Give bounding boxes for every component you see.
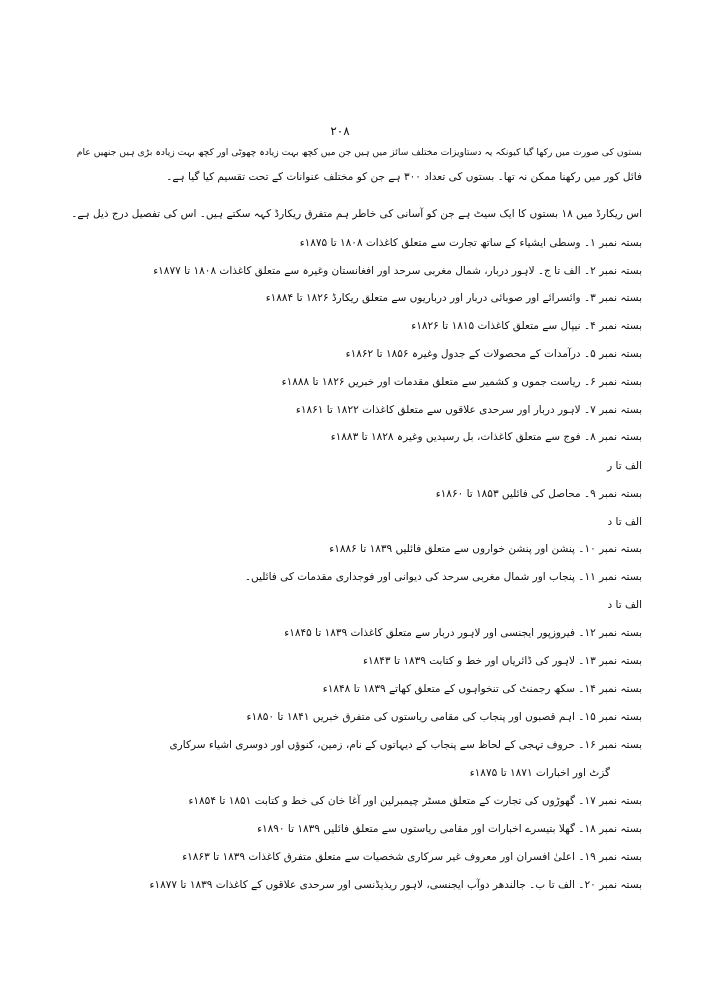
entry-19: بستہ نمبر ۱۹۔ اعلیٰ افسران اور معروف غیر سرکاری شخصیات سے متعلق متفرق کاغذات ۱۸۳۹ تا ۱۸۶۳ء: [182, 851, 642, 863]
entry-14: بستہ نمبر ۱۴۔ سکھ رجمنٹ کی تنخواہوں کے متعلق کھاتے ۱۸۳۹ تا ۱۸۴۸ء: [322, 683, 642, 695]
entry-5: بستہ نمبر ۵۔ درآمدات کے محصولات کے جدول وغیرہ ۱۸۵۶ تا ۱۸۶۲ء: [345, 348, 642, 360]
entry-16-continued: گزٹ اور اخبارات ۱۸۷۱ تا ۱۸۷۵ء: [469, 767, 610, 779]
intro-line-2: فائل کور میں رکھنا ممکن نہ تھا۔ بستوں کی تعداد ۳۰۰ ہے جن کو مختلف عنوانات کے تحت تقسیم کیا گیا ہے۔: [166, 171, 642, 183]
entry-9: بستہ نمبر ۹۔ محاصل کی فائلیں ۱۸۵۳ تا ۱۸۶۰ء: [435, 488, 642, 500]
entry-11: بستہ نمبر ۱۱۔ پنجاب اور شمال مغربی سرحد کی دیوانی اور فوجداری مقدمات کی فائلیں۔: [244, 571, 642, 583]
entry-12: بستہ نمبر ۱۲۔ فیروزپور ایجنسی اور لاہور دربار سے متعلق کاغذات ۱۸۳۹ تا ۱۸۴۵ء: [284, 627, 642, 639]
entry-4: بستہ نمبر ۴۔ نیپال سے متعلق کاغذات ۱۸۱۵ تا ۱۸۲۶ء: [411, 320, 642, 332]
entry-8: بستہ نمبر ۸۔ فوج سے متعلق کاغذات، بل رسیدیں وغیرہ ۱۸۲۸ تا ۱۸۸۳ء: [330, 431, 642, 443]
entry-18: بستہ نمبر ۱۸۔ گھلا بتیسرے اخبارات اور مقامی ریاستوں سے متعلق فائلیں ۱۸۳۹ تا ۱۸۹۰ء: [257, 823, 642, 835]
entry-13: بستہ نمبر ۱۳۔ لاہور کی ڈائریاں اور خط و کتابت ۱۸۳۹ تا ۱۸۴۳ء: [363, 655, 642, 667]
entry-20: بستہ نمبر ۲۰۔ الف تا ب۔ جالندھر دوآب ایجنسی، لاہور ریذیڈنسی اور سرحدی علاقوں کے کاغذات ۱۸۳۹ تا ۱۸۷۷ء: [149, 879, 642, 891]
entry-16: بستہ نمبر ۱۶۔ حروف تہجی کے لحاظ سے پنجاب کے دیہاتوں کے نام، زمین، کنوؤں اور دوسری اشیاء سرکاری: [169, 739, 642, 751]
entry-17: بستہ نمبر ۱۷۔ گھوڑوں کی تجارت کے متعلق مسٹر چیمبرلین اور آغا خان کی خط و کتابت ۱۸۵۱ تا ۱۸۵۴ء: [188, 795, 642, 807]
entry-6: بستہ نمبر ۶۔ ریاست جموں و کشمیر سے متعلق مقدمات اور خبریں ۱۸۲۶ تا ۱۸۸۸ء: [281, 376, 642, 388]
section-heading-3: الف تا د: [607, 599, 642, 611]
entry-1: بستہ نمبر ۱۔ وسطی ایشیاء کے ساتھ تجارت سے متعلق کاغذات ۱۸۰۸ تا ۱۸۷۵ء: [299, 237, 642, 249]
entry-2: بستہ نمبر ۲۔ الف تا ج۔ لاہور دربار، شمال مغربی سرحد اور افغانستان وغیرہ سے متعلق کاغذات ۱۸۰۸ تا ۱۸۷۷ء: [153, 265, 642, 277]
section-heading-1: الف تا ر: [607, 460, 642, 472]
entry-3: بستہ نمبر ۳۔ وائسرائے اور صوبائی دربار اور درباریوں سے متعلق ریکارڈ ۱۸۲۶ تا ۱۸۸۴ء: [265, 292, 642, 304]
entry-15: بستہ نمبر ۱۵۔ اہم قصبوں اور پنجاب کی مقامی ریاستوں کی متفرق خبریں ۱۸۴۱ تا ۱۸۵۰ء: [246, 711, 642, 723]
page-number: ۲۰۸: [330, 124, 350, 138]
section-heading-2: الف تا د: [607, 516, 642, 528]
intro-line-1: بستوں کی صورت میں رکھا گیا کیونکہ یہ دستاویزات مختلف سائز میں ہیں جن میں کچھ بہت زیادہ چھوٹی اور کچھ بہت زیادہ بڑی ہیں جنھیں عام: [76, 147, 642, 158]
entry-7: بستہ نمبر ۷۔ لاہور دربار اور سرحدی علاقوں سے متعلق کاغذات ۱۸۲۲ تا ۱۸۶۱ء: [295, 404, 642, 416]
intro-line-3: اس ریکارڈ میں ۱۸ بستوں کا ایک سیٹ ہے جن کو آسانی کی خاطر ہم متفرق ریکارڈ کہہ سکتے ہیں۔ اس کی تفصیل درج ذیل ہے۔: [71, 208, 642, 220]
entry-10: بستہ نمبر ۱۰۔ پنشن اور پنشن خواروں سے متعلق فائلیں ۱۸۳۹ تا ۱۸۸۶ء: [329, 543, 642, 555]
